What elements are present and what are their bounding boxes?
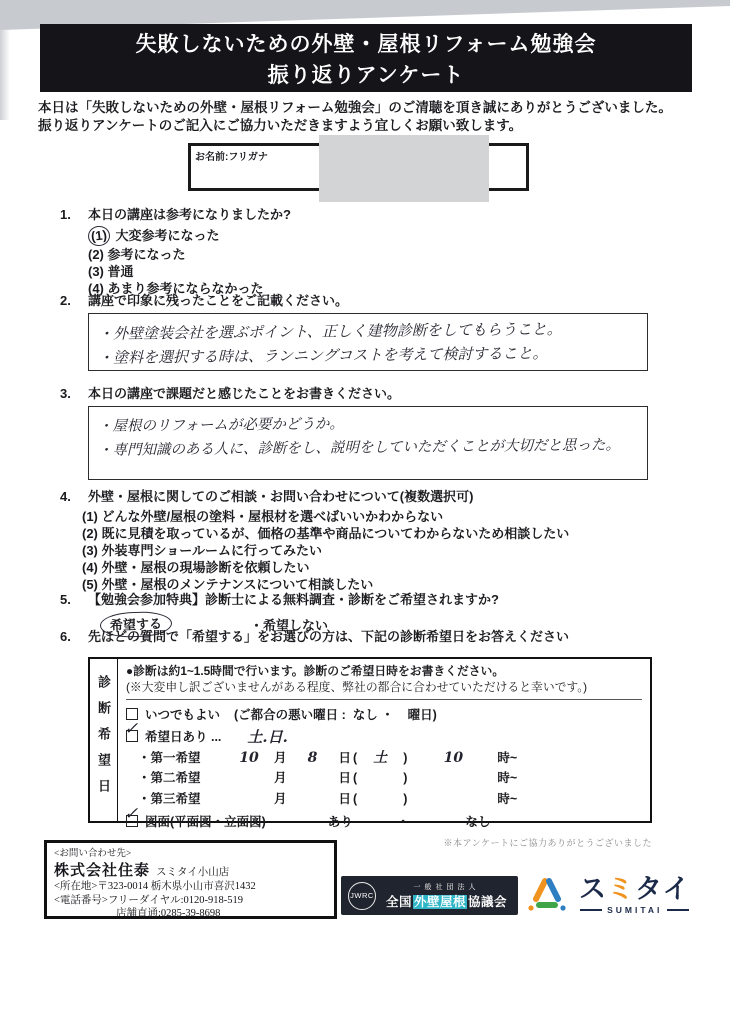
jwrc-logo <box>341 876 518 915</box>
q3-handwritten-answer-1: ・屋根のリフォームが必要かどうか。 <box>97 416 344 435</box>
q4-option-5: (5) 外壁・屋根のメンテナンスについて相談したい <box>82 577 374 592</box>
drawing-row: ✓ 図面(平面図・立面図) あり ・ なし <box>124 804 491 829</box>
anytime-detail: (ご都合の悪い曜日 : なし ・ 曜日) <box>234 708 437 722</box>
branch-name: スミタイ小山店 <box>156 867 230 878</box>
company-phone-direct: 店舗直通:0285-39-8698 <box>116 908 221 919</box>
company-address: <所在地>〒323-0014 栃木県小山市喜沢1432 <box>54 881 256 892</box>
handwritten-check-icon: ✓ <box>124 719 139 739</box>
q2-answer-box <box>88 313 648 371</box>
handwritten-check-icon: ✓ <box>124 804 139 824</box>
question-3-title: 本日の講座で課題だと感じたことをお書きください。 <box>88 386 401 401</box>
jwrc-highlighted-text: 外壁屋根 <box>413 894 466 909</box>
q1-option-4: (4) あまり参考にならなかった <box>88 281 264 296</box>
first-choice-row: ・第一希望 10 月 8 日 ( 土 ) 10 時~ <box>126 747 642 768</box>
q1-option-1: (1) 大変参考になった <box>88 226 690 246</box>
preferred-date-row <box>124 719 642 747</box>
second-choice-row: ・第二希望 月 日 ( ) 時~ <box>138 771 518 785</box>
sumitai-romanized: SUMITAI <box>580 905 689 915</box>
question-4-title: 外壁・屋根に関してのご相談・お問い合わせについて(複数選択可) <box>88 489 474 504</box>
anytime-label: いつでもよい <box>145 708 221 722</box>
company-name: 株式会社住泰 <box>54 863 151 879</box>
drawing-label: 図面(平面図・立面図) <box>145 815 266 829</box>
q5-option-no: ・希望しない <box>250 618 329 633</box>
drawing-option-no: なし <box>465 815 491 829</box>
company-phone-free: <電話番号>フリーダイヤル:0120-918-519 <box>54 894 244 906</box>
drawing-checkbox <box>124 804 139 827</box>
anytime-row <box>126 703 642 725</box>
jwrc-org-type: 一般社団法人 <box>413 883 480 891</box>
table-side-header: 診断希望日 <box>90 659 118 821</box>
question-1-title: 本日の講座は参考になりましたか? <box>88 207 291 222</box>
diagnosis-date-table <box>88 657 652 829</box>
drawing-option-yes: あり <box>327 815 353 829</box>
preferred-label: 希望日あり ... <box>145 730 222 744</box>
thanks-note: ※本アンケートにご協力ありがとうございました <box>443 838 652 848</box>
question-3-number: 3. <box>60 386 71 401</box>
q1-option-2: (2) 参考になった <box>88 247 186 262</box>
preferred-handwritten-days: 土.日. <box>247 727 288 746</box>
page-title <box>40 24 692 92</box>
sumitai-triangle-icon <box>524 872 570 918</box>
table-note-2: (※大変申し訳ございませんがある程度、弊社の都合に合わせていただけると幸いです。) <box>126 680 588 694</box>
question-2-title: 講座で印象に残ったことをご記載ください。 <box>88 293 349 308</box>
third-choice-row: ・第三希望 月 日 ( ) 時~ <box>138 792 518 806</box>
intro-text <box>38 99 698 135</box>
page-title-line1: 失敗しないための外壁・屋根リフォーム勉強会 <box>135 32 597 56</box>
intro-line1: 本日は「失敗しないための外壁・屋根リフォーム勉強会」のご清聴を頂き誠にありがとうございました。 <box>38 100 672 115</box>
redaction-overlay <box>319 135 489 202</box>
question-1 <box>60 207 690 297</box>
table-note-1: ●診断は約1~1.5時間で行います。診断のご希望日時をお書きください。 <box>126 664 505 678</box>
question-2 <box>60 293 690 371</box>
name-field-label: お名前:フリガナ <box>195 152 268 163</box>
sumitai-wordmark: スミタイ <box>579 874 691 904</box>
jwrc-org-name: 全国 外壁屋根 協議会 <box>385 894 508 909</box>
first-choice-day-value: 8 <box>307 750 318 766</box>
q1-option-3: (3) 普通 <box>88 264 134 279</box>
question-6-title: 先ほどの質問で「希望する」をお選びの方は、下記の診断希望日をお答えください <box>88 629 570 644</box>
question-6-number: 6. <box>60 629 71 644</box>
q4-option-2: (2) 既に見積を取っているが、価格の基準や商品についてわからないため相談したい <box>82 526 570 541</box>
question-5-title: 【勉強会参加特典】診断士による無料調査・診断をご希望されますか? <box>88 592 499 607</box>
question-1-number: 1. <box>60 207 71 222</box>
name-field <box>188 143 529 191</box>
page-title-line2: 振り返りアンケート <box>267 63 465 87</box>
first-choice-month-value: 10 <box>239 750 259 766</box>
q3-handwritten-answer-2: ・専門知識のある人に、診断をし、説明をしていただくことが大切だと思った。 <box>97 437 621 459</box>
intro-line2: 振り返りアンケートのご記入にご協力いただきますよう宜しくお願い致します。 <box>38 117 523 133</box>
handwritten-circle-selection: (1) <box>87 225 111 247</box>
q3-answer-box <box>88 406 648 480</box>
question-5-number: 5. <box>60 592 71 607</box>
preferred-checkbox <box>124 719 139 742</box>
question-2-number: 2. <box>60 293 71 308</box>
sumitai-logo <box>524 872 690 918</box>
handwritten-oval-selection: 希望する <box>100 611 173 638</box>
contact-label: <お問い合わせ先> <box>54 849 132 859</box>
question-4-number: 4. <box>60 489 71 504</box>
q2-handwritten-answer-2: ・塗料を選択する時は、ランニングコストを考えて検討すること。 <box>97 344 548 367</box>
first-choice-weekday-value: 土 <box>373 750 388 766</box>
first-choice-time-value: 10 <box>443 750 464 766</box>
table-notes <box>126 663 642 700</box>
q4-option-4: (4) 外壁・屋根の現場診断を依頼したい <box>82 560 310 575</box>
question-3 <box>60 386 690 480</box>
contact-info-box <box>44 840 337 919</box>
question-4 <box>60 489 690 593</box>
question-6 <box>60 629 690 645</box>
q2-handwritten-answer-1: ・外壁塗装会社を選ぶポイント、正しく建物診断をしてもらうこと。 <box>97 319 562 343</box>
q4-option-1: (1) どんな外壁/屋根の塗料・屋根材を選べばいいかわからない <box>82 509 444 524</box>
q4-option-3: (3) 外装専門ショールームに行ってみたい <box>82 543 322 558</box>
jwrc-emblem-icon: JWRC <box>348 882 376 910</box>
